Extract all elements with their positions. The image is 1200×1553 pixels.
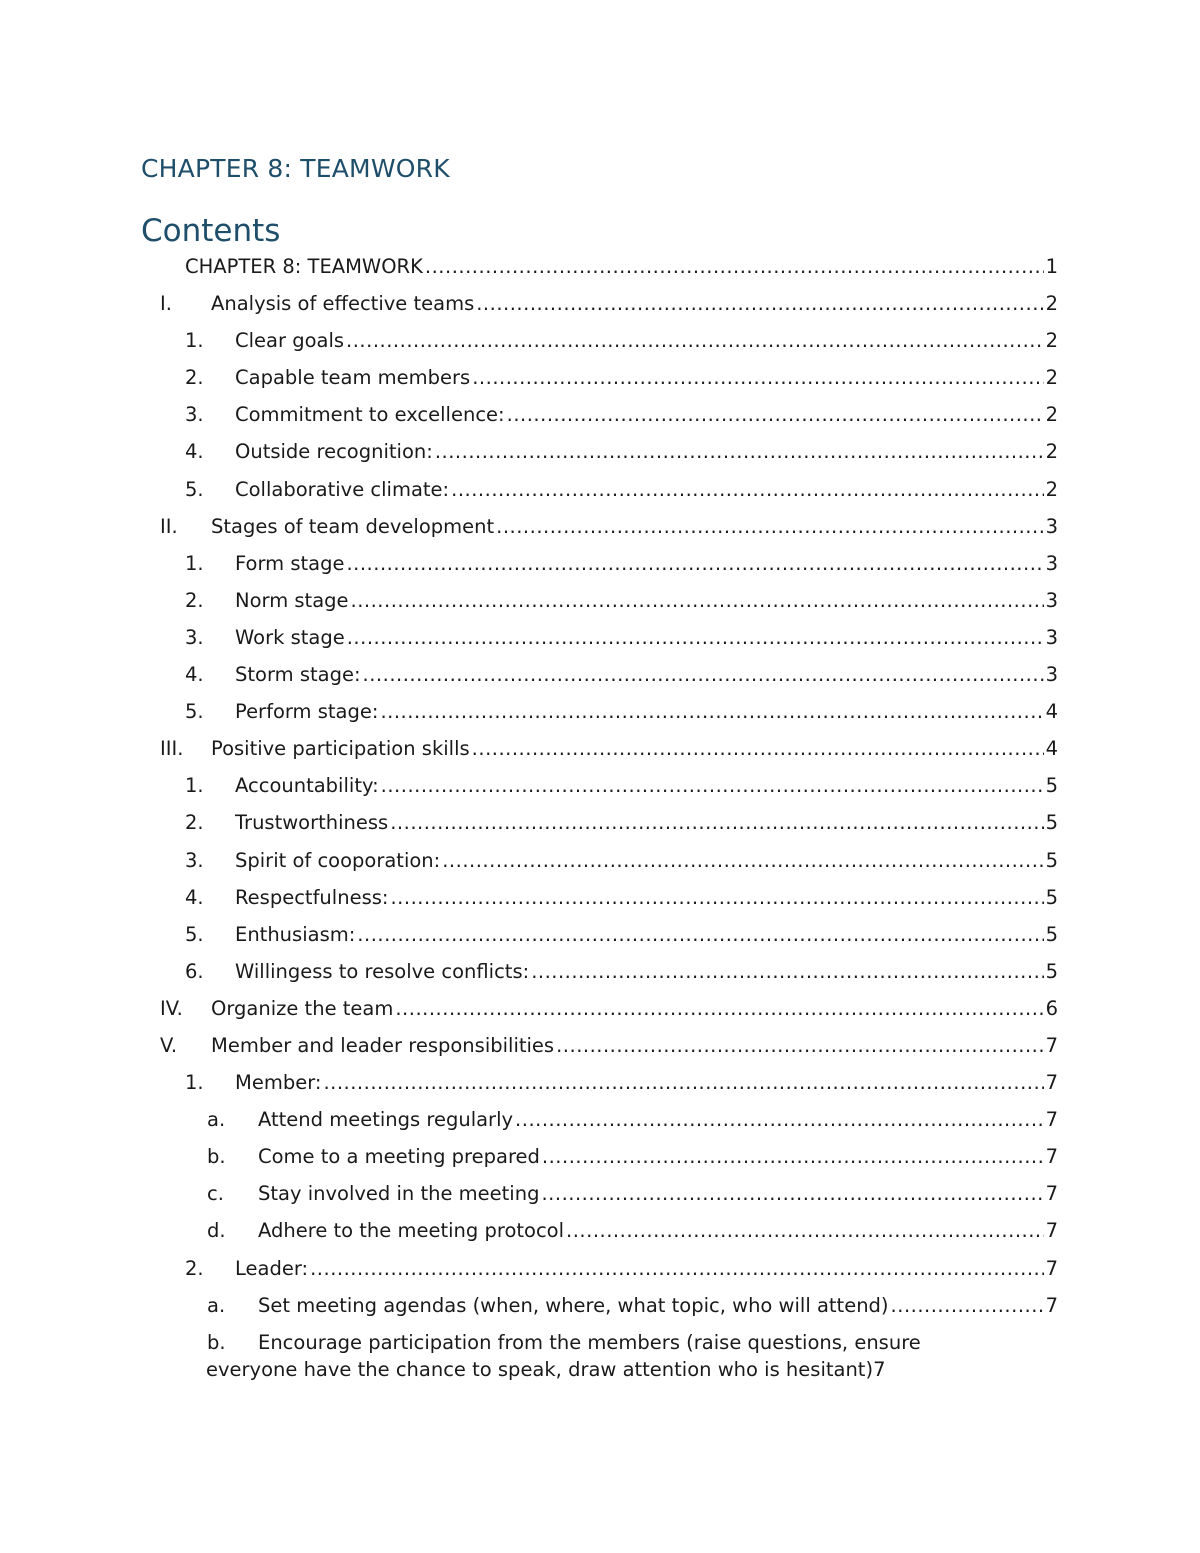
toc-page-number: 3 [1045,588,1058,612]
toc-entry-text: Capable team members [235,366,471,390]
toc-dot-leader [451,471,1043,508]
toc-entry-text: Form stage [235,551,345,575]
toc-entry-text: Work stage [235,625,345,649]
toc-dot-leader [381,767,1044,804]
toc-dot-leader [347,619,1044,656]
toc-dot-leader [566,1212,1044,1249]
toc-entry[interactable] [0,1250,1200,1287]
toc-entry-text: Set meeting agendas (when, where, what topic, who will attend) [258,1293,889,1317]
toc-entry-number: d. [207,1219,226,1243]
toc-entry-line [235,396,1058,433]
toc-entry[interactable] [0,359,1200,396]
toc-entry[interactable] [0,1175,1200,1212]
toc-page-number: 7 [1045,1108,1058,1132]
toc-page-number: 7 [1045,1145,1058,1169]
toc-dot-leader [346,322,1044,359]
toc-page-number: 3 [1045,514,1058,538]
toc-entry-line [258,1138,1058,1175]
toc-entry-number: 1. [185,329,204,353]
toc-entry-line [235,582,1058,619]
toc-entry-number: b. [207,1330,226,1354]
toc-entry-line [235,842,1058,879]
table-of-contents [0,248,1200,1394]
toc-entry-text: Analysis of effective teams [211,292,475,316]
toc-entry-line [211,990,1058,1027]
toc-dot-leader [531,953,1043,990]
toc-dot-leader [891,1287,1044,1324]
toc-entry-line [211,285,1058,322]
toc-page-number: 7 [1045,1071,1058,1095]
toc-entry-text: Respectfulness: [235,885,389,909]
toc-entry-number: b. [207,1145,226,1169]
toc-entry-text: Leader: [235,1256,309,1280]
toc-entry[interactable] [0,953,1200,990]
toc-entry-number: a. [207,1293,226,1317]
toc-entry[interactable] [0,582,1200,619]
toc-page-number: 7 [1045,1182,1058,1206]
toc-entry-number: 4. [185,440,204,464]
toc-dot-leader [390,804,1043,841]
toc-dot-leader [390,879,1043,916]
toc-entry[interactable] [0,730,1200,767]
toc-entry-number: a. [207,1108,226,1132]
toc-entry[interactable] [0,804,1200,841]
toc-page-number: 1 [1045,255,1058,278]
toc-entry-line [185,248,1058,285]
toc-page-number: 6 [1045,996,1058,1020]
toc-entry-line [235,1064,1058,1101]
toc-entry-number: 2. [185,366,204,390]
contents-heading: Contents [141,213,281,249]
toc-dot-leader [351,582,1044,619]
toc-entry-line [235,916,1058,953]
toc-entry[interactable] [0,1324,1200,1394]
toc-dot-leader [472,359,1043,396]
toc-entry[interactable] [0,619,1200,656]
toc-entry-text: CHAPTER 8: TEAMWORK [185,255,423,278]
toc-entry-line [235,545,1058,582]
toc-entry[interactable] [0,767,1200,804]
toc-dot-leader [442,842,1043,879]
toc-dot-leader [323,1064,1043,1101]
toc-entry-text: Adhere to the meeting protocol [258,1219,565,1243]
toc-entry-text: Attend meetings regularly [258,1108,514,1132]
toc-entry-number: 1. [185,1071,204,1095]
toc-entry-text: Storm stage: [235,663,361,687]
toc-entry-text: Stay involved in the meeting [258,1182,540,1206]
toc-entry-line [258,1212,1058,1249]
toc-entry-line [235,804,1058,841]
toc-entry-number: 5. [185,700,204,724]
toc-entry-text: Outside recognition: [235,440,433,464]
toc-page-number: 7 [1045,1293,1058,1317]
toc-entry[interactable] [0,842,1200,879]
toc-page-number: 3 [1045,551,1058,575]
toc-page-number: 7 [873,1357,886,1381]
toc-entry-line [235,656,1058,693]
toc-page-number: 3 [1045,663,1058,687]
toc-entry[interactable] [0,322,1200,359]
toc-dot-leader [556,1027,1043,1064]
toc-page-number: 5 [1045,811,1058,835]
toc-entry-number: III. [160,737,184,761]
toc-entry-number: 1. [185,551,204,575]
toc-entry[interactable] [0,1287,1200,1324]
toc-entry-line1 [207,1329,921,1356]
toc-entry-text: Commitment to excellence: [235,403,505,427]
toc-entry-text: Collaborative climate: [235,477,450,501]
toc-entry[interactable] [0,1027,1200,1064]
toc-dot-leader [435,433,1044,470]
toc-entry-line [235,879,1058,916]
toc-entry-line [235,767,1058,804]
toc-page-number: 2 [1045,366,1058,390]
toc-dot-leader [380,693,1043,730]
toc-entry-text: Accountability: [235,774,379,798]
toc-entry-number: V. [160,1033,178,1057]
toc-entry-text: Positive participation skills [211,737,470,761]
toc-dot-leader [363,656,1044,693]
toc-page-number: 7 [1045,1219,1058,1243]
toc-entry-line [235,619,1058,656]
toc-page-number: 2 [1045,477,1058,501]
toc-entry-text: Enthusiasm: [235,922,356,946]
toc-entry[interactable] [0,1064,1200,1101]
toc-page-number: 2 [1045,403,1058,427]
toc-entry[interactable] [0,1101,1200,1138]
toc-page-number: 5 [1045,922,1058,946]
toc-entry-text: Organize the team [211,996,394,1020]
toc-entry[interactable] [0,285,1200,322]
toc-entry-number: 2. [185,811,204,835]
toc-entry-line2 [206,1356,1058,1383]
toc-entry-number: IV. [160,996,183,1020]
toc-entry-line [235,1250,1058,1287]
toc-entry-text: Come to a meeting prepared [258,1145,540,1169]
toc-entry-line [235,359,1058,396]
toc-entry-text: Spirit of cooporation: [235,848,441,872]
toc-dot-leader [472,730,1044,767]
toc-entry-line [235,471,1058,508]
toc-entry[interactable] [0,508,1200,545]
toc-page-number: 5 [1045,885,1058,909]
toc-entry-number: 5. [185,922,204,946]
toc-dot-leader [346,545,1043,582]
toc-entry-line [235,693,1058,730]
toc-page-number: 2 [1045,440,1058,464]
toc-entry-text: Stages of team development [211,514,495,538]
toc-entry-line [211,730,1058,767]
toc-entry[interactable] [0,433,1200,470]
toc-page-number: 2 [1045,329,1058,353]
toc-entry[interactable] [0,396,1200,433]
toc-entry-text: Perform stage: [235,700,379,724]
toc-entry[interactable] [0,656,1200,693]
toc-entry-number: c. [207,1182,224,1206]
toc-entry-number: 2. [185,588,204,612]
toc-entry-number: I. [160,292,172,316]
toc-dot-leader [515,1101,1044,1138]
toc-entry-number: 5. [185,477,204,501]
toc-page-number: 2 [1045,292,1058,316]
toc-entry[interactable] [0,471,1200,508]
toc-dot-leader [310,1250,1043,1287]
chapter-title: CHAPTER 8: TEAMWORK [141,154,450,183]
toc-dot-leader [357,916,1043,953]
toc-entry-line [235,953,1058,990]
toc-entry[interactable] [0,916,1200,953]
toc-entry-text: Trustworthiness [235,811,389,835]
toc-entry-number: 6. [185,959,204,983]
toc-entry-line [235,433,1058,470]
toc-entry[interactable] [0,693,1200,730]
toc-page-number: 7 [1045,1033,1058,1057]
toc-entry-number: 3. [185,403,204,427]
toc-entry-text: Clear goals [235,329,345,353]
toc-entry-line [258,1101,1058,1138]
toc-entry-number: 2. [185,1256,204,1280]
toc-dot-leader [541,1175,1043,1212]
toc-page-number: 5 [1045,848,1058,872]
toc-dot-leader [395,990,1043,1027]
toc-entry-line [211,508,1058,545]
toc-entry[interactable] [0,1138,1200,1175]
toc-entry-number: 4. [185,885,204,909]
toc-dot-leader [496,508,1043,545]
toc-entry-number: 4. [185,663,204,687]
toc-entry-line [258,1175,1058,1212]
toc-entry-text: everyone have the chance to speak, draw attention who is hesitant) [206,1357,874,1381]
toc-page-number: 4 [1045,700,1058,724]
toc-entry-line [235,322,1058,359]
toc-dot-leader [476,285,1043,322]
toc-entry[interactable] [0,879,1200,916]
toc-page-number: 5 [1045,774,1058,798]
toc-page-number: 5 [1045,959,1058,983]
toc-page-number: 3 [1045,625,1058,649]
toc-entry-text: Member: [235,1071,322,1095]
toc-entry-text: Encourage participation from the members (raise questions, ensure [258,1330,921,1354]
toc-entry[interactable] [0,545,1200,582]
toc-entry-number: 3. [185,848,204,872]
toc-entry-text: Willingess to resolve conflicts: [235,959,530,983]
toc-entry-number: 3. [185,625,204,649]
toc-entry-text: Member and leader responsibilities [211,1033,555,1057]
toc-dot-leader [425,248,1044,285]
toc-dot-leader [542,1138,1044,1175]
toc-page-number: 7 [1045,1256,1058,1280]
toc-entry-text: Norm stage [235,588,349,612]
toc-entry-line [258,1287,1058,1324]
toc-page-number: 4 [1045,737,1058,761]
toc-entry[interactable] [0,990,1200,1027]
toc-entry-line [211,1027,1058,1064]
toc-entry[interactable] [0,1212,1200,1249]
toc-entry-number: 1. [185,774,204,798]
toc-entry[interactable] [0,248,1200,285]
toc-entry-number: II. [160,514,178,538]
toc-dot-leader [507,396,1044,433]
